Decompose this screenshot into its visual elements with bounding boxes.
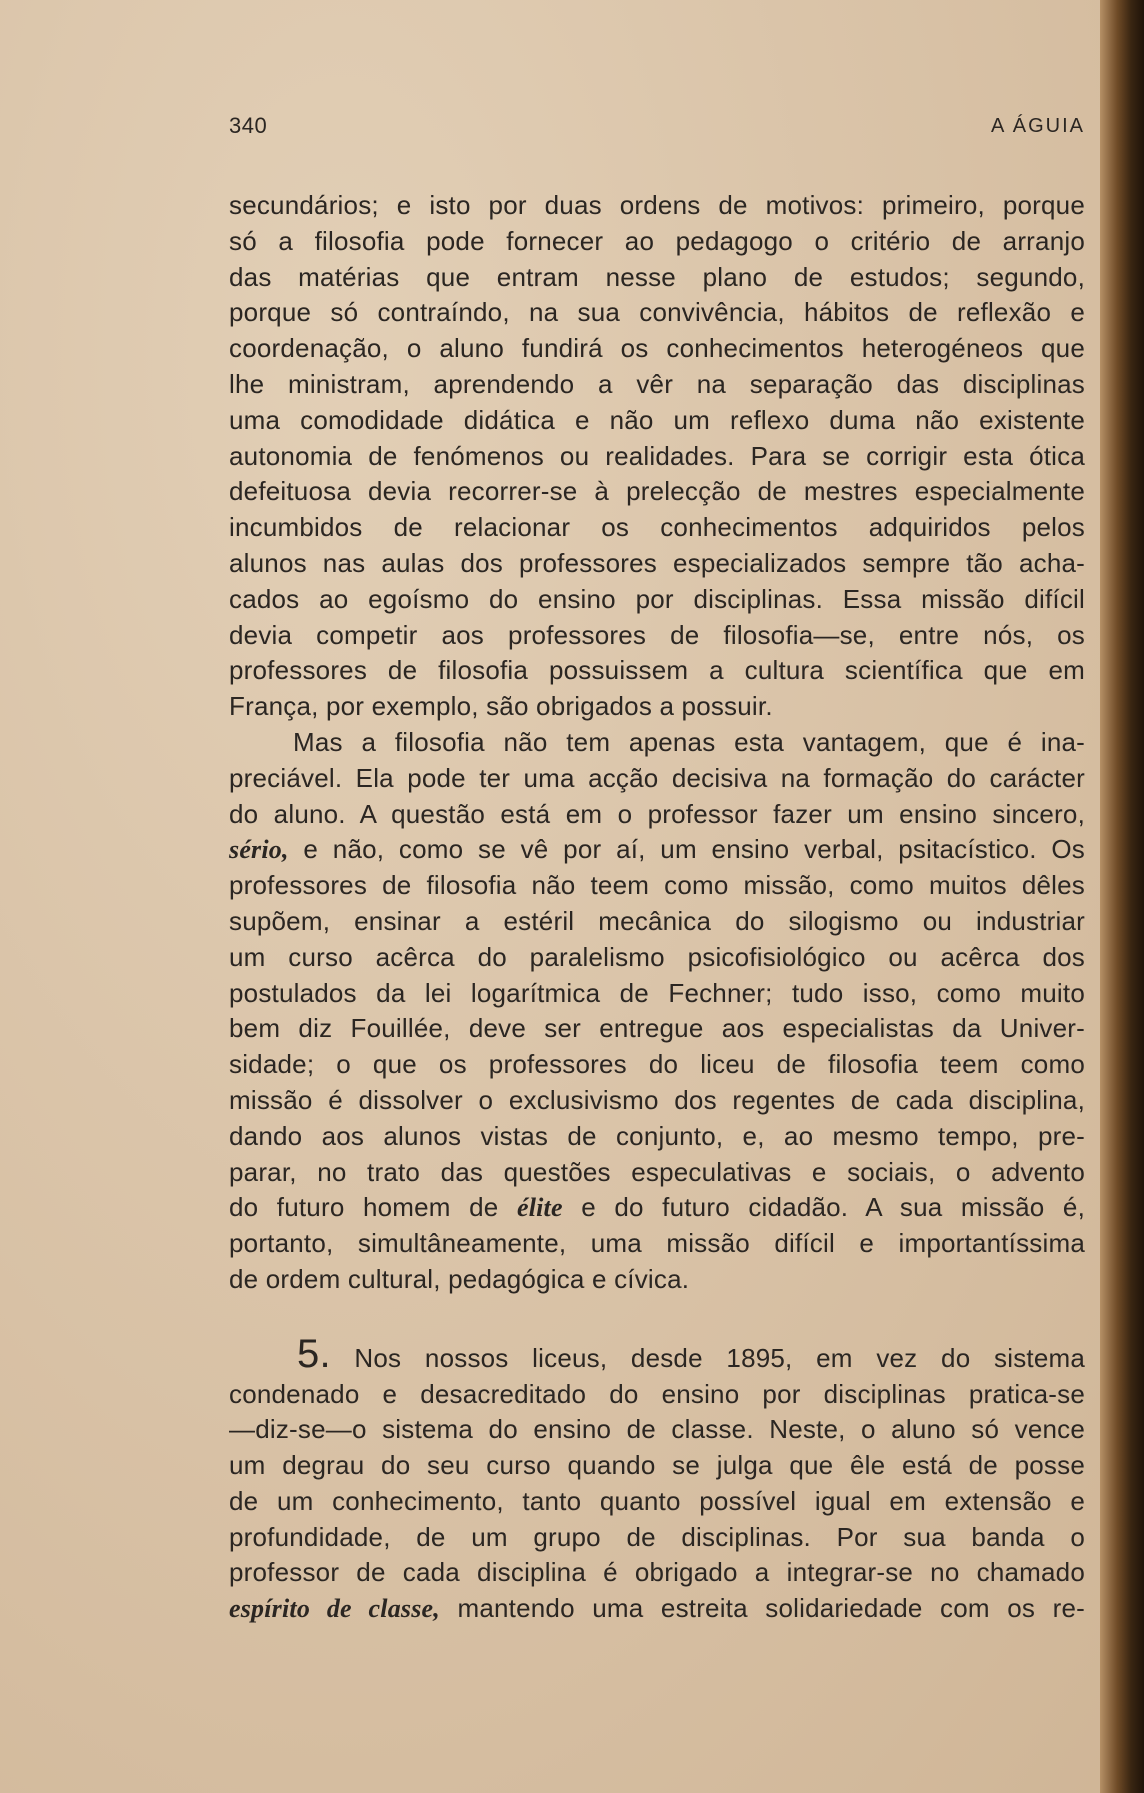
text-line: professores de filosofia não teem como missão, como muitos dêles [229,870,1085,901]
text-line: parar, no trato das questões especulativas e sociais, o advento [229,1156,1085,1187]
paragraph-1 [229,188,1085,725]
text-line: um degrau do seu curso quando se julga que êle está de posse [229,1450,1085,1481]
text-line: lhe ministram, aprendendo a vêr na separação das disciplinas [229,368,1085,399]
section-5 [229,1331,1085,1627]
text-line: Mas a filosofia não tem apenas esta vantagem, que é ina- [293,726,1085,757]
text-line: missão é dissolver o exclusivismo dos regentes de cada disciplina, [229,1084,1085,1115]
section-number: 5. [297,1331,331,1376]
text-line [229,1190,1085,1226]
text-line: das matérias que entram nesse plano de estudos; segundo, [229,261,1085,292]
text-run: Nos nossos liceus, desde 1895, em vez do sistema [330,1342,1085,1373]
text-line: profundidade, de um grupo de disciplinas. Por sua banda o [229,1521,1085,1552]
text-line: devia competir aos professores de filosofia—se, entre nós, os [229,619,1085,650]
text-line: sidade; o que os professores do liceu de filosofia teem como [229,1049,1085,1080]
text-line: portanto, simultâneamente, uma missão difícil e importantíssima [229,1228,1085,1259]
page-number: 340 [229,113,268,138]
emphasis: espírito de classe, [229,1594,440,1624]
text-line: preciável. Ela pode ter uma acção decisiva na formação do carácter [229,762,1085,793]
text-line: França, por exemplo, são obrigados a possuir. [229,691,773,722]
emphasis: élite [516,1193,563,1223]
text-line: de um conhecimento, tanto quanto possível igual em extensão e [229,1485,1085,1516]
text-line: bem diz Fouillée, deve ser entregue aos especialistas da Univer- [229,1013,1085,1044]
text-line: postulados da lei logarítmica de Fechner; tudo isso, como muito [229,977,1085,1008]
text-line: um curso acêrca do paralelismo psicofisiológico ou acêrca dos [229,941,1085,972]
text-line: porque só contraíndo, na sua convivência, hábitos de reflexão e [229,297,1085,328]
text-line: dando aos alunos vistas de conjunto, e, ao mesmo tempo, pre- [229,1120,1085,1151]
text-line: coordenação, o aluno fundirá os conhecimentos heterogéneos que [229,333,1085,364]
text-run: e não, como se vê por aí, um ensino verbal, psitacístico. Os [288,834,1085,865]
text-line: alunos nas aulas dos professores especializados sempre tão acha- [229,547,1085,578]
text-line: defeituosa devia recorrer-se à prelecção de mestres especialmente [229,476,1085,507]
text-line: secundários; e isto por duas ordens de motivos: primeiro, porque [229,190,1085,220]
text-line: autonomia de fenómenos ou realidades. Para se corrigir esta ótica [229,440,1085,471]
page-header [229,113,1085,143]
text-line: só a filosofia pode fornecer ao pedagogo o critério de arranjo [229,225,1085,256]
text-run: do futuro homem de [229,1192,517,1223]
page-edge-shadow [1100,0,1144,1793]
text-line: incumbidos de relacionar os conhecimentos adquiridos pelos [229,512,1085,543]
emphasis: sério, [229,835,289,865]
text-line [229,832,1085,868]
text-line: condenado e desacreditado do ensino por disciplinas pratica-se [229,1378,1085,1409]
text-line: uma comodidade didática e não um reflexo duma não existente [229,404,1085,435]
text-run: e do futuro cidadão. A sua missão é, [562,1192,1085,1223]
text-line: do aluno. A questão está em o professor fazer um ensino sincero, [229,798,1085,829]
text-line [229,1591,1085,1627]
text-line: professores de filosofia possuissem a cultura scientífica que em [229,655,1085,686]
running-title: A ÁGUIA [990,115,1085,137]
text-line: professor de cada disciplina é obrigado a integrar-se no chamado [229,1557,1085,1588]
text-run: mantendo uma estreita solidariedade com os re- [439,1593,1085,1624]
text-line: cados ao egoísmo do ensino por disciplinas. Essa missão difícil [229,583,1085,614]
body-text [229,188,1085,1627]
text-line: —diz-se—o sistema do ensino de classe. Neste, o aluno só vence [229,1414,1085,1445]
text-line: supõem, ensinar a estéril mecânica do silogismo ou industriar [229,905,1085,936]
paragraph-2 [229,725,1085,1298]
text-line: de ordem cultural, pedagógica e cívica. [229,1263,690,1294]
text-line [229,1331,1085,1377]
